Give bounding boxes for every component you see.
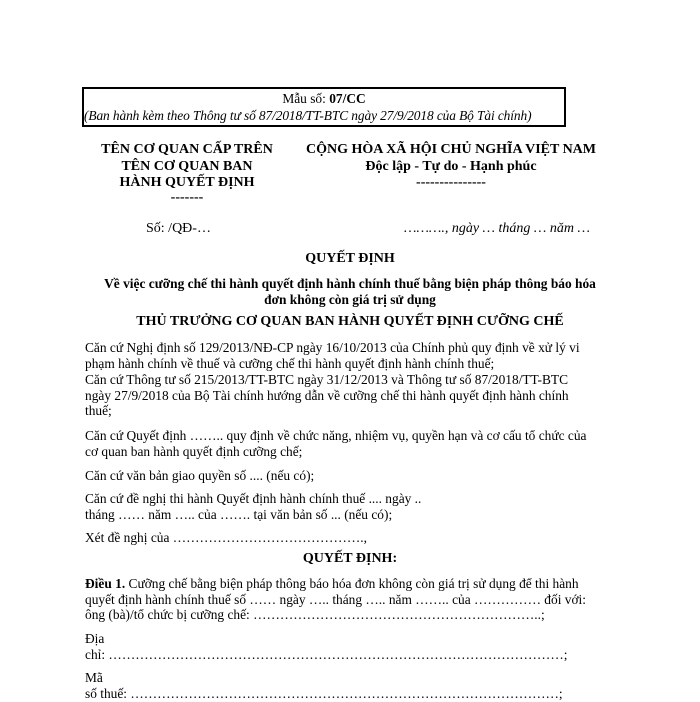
address-field: chỉ: …………………………………………………………………………………………; bbox=[85, 647, 568, 662]
proposal-basis: Xét đề nghị của ……………………………………., bbox=[85, 530, 367, 545]
issuing-agency-name-line1: TÊN CƠ QUAN BAN bbox=[121, 159, 253, 174]
tax-code-field: số thuế: ……………………………………………………………………………………; bbox=[85, 686, 563, 701]
legal-basis-1-line2: phạm hành chính về thuế và cưỡng chế thi hành quyết định hành chính thuế; bbox=[85, 356, 495, 371]
article-1-line2: quyết định hành chính thuế số …… ngày ….. tháng ….. năm …….. của …………… đối với: bbox=[85, 592, 586, 607]
legal-basis-2-line1: Căn cứ Thông tư số 215/2013/TT-BTC ngày 31/12/2013 và Thông tư số 87/2018/TT-BTC bbox=[85, 372, 569, 387]
left-header-rule: ------- bbox=[170, 190, 204, 205]
national-motto: Độc lập - Tự do - Hạnh phúc bbox=[365, 159, 537, 174]
article-1-text: Cưỡng chế bằng biện pháp thông báo hóa đơn không còn giá trị sử dụng để thi hành bbox=[125, 576, 579, 591]
legal-basis-2-line3: thuế; bbox=[85, 403, 112, 418]
form-number-label: Mẫu số: bbox=[282, 91, 330, 106]
address-label: Địa bbox=[85, 631, 105, 646]
document-title: QUYẾT ĐỊNH bbox=[305, 251, 395, 266]
legal-basis-1-line1: Căn cứ Nghị định số 129/2013/NĐ-CP ngày 16/10/2013 của Chính phủ quy định về xử lý vi bbox=[85, 340, 580, 355]
article-1-line3: ông (bà)/tổ chức bị cưỡng chế: ………………………………………………………..; bbox=[85, 607, 545, 622]
parent-agency-name: TÊN CƠ QUAN CẤP TRÊN bbox=[101, 142, 273, 157]
decision-heading: QUYẾT ĐỊNH: bbox=[302, 551, 398, 566]
legal-basis-3-line1: Căn cứ Quyết định …….. quy định về chức năng, nhiệm vụ, quyền hạn và cơ cấu tổ chức của bbox=[85, 428, 587, 443]
tax-code-label: Mã bbox=[85, 670, 103, 685]
legal-basis-3-line2: cơ quan ban hành quyết định cưỡng chế; bbox=[85, 444, 303, 459]
legal-basis-4: Căn cứ văn bản giao quyền số .... (nếu có); bbox=[85, 468, 315, 483]
legal-basis-5-line2: tháng …… năm ….. của ……. tại văn bản số ... (nếu có); bbox=[85, 507, 393, 522]
document-number: Số: /QĐ-… bbox=[146, 221, 211, 236]
issued-note: (Ban hành kèm theo Thông tư số 87/2018/TT-BTC ngày 27/9/2018 của Bộ Tài chính) bbox=[84, 108, 532, 123]
issuing-agency-name-line2: HÀNH QUYẾT ĐỊNH bbox=[119, 175, 255, 190]
form-number bbox=[0, 91, 648, 107]
right-header-rule: --------------- bbox=[416, 175, 486, 190]
form-number-value: 07/CC bbox=[329, 91, 366, 106]
article-1-label: Điều 1. bbox=[85, 576, 126, 591]
subject-line-1: Về việc cưỡng chế thi hành quyết định hành chính thuế bằng biện pháp thông báo hóa bbox=[104, 276, 596, 291]
legal-basis-2-line2: ngày 27/9/2018 của Bộ Tài chính hướng dẫn về cưỡng chế thi hành quyết định hành chính bbox=[85, 388, 569, 403]
place-and-date: ………., ngày … tháng … năm … bbox=[404, 221, 590, 236]
legal-basis-5-line1: Căn cứ đề nghị thi hành Quyết định hành chính thuế .... ngày .. bbox=[85, 491, 422, 506]
subject-line-2: đơn không còn giá trị sử dụng bbox=[264, 292, 436, 307]
issuing-authority: THỦ TRƯỞNG CƠ QUAN BAN HÀNH QUYẾT ĐỊNH CƯỠNG CHẾ bbox=[136, 314, 564, 329]
article-1-line1 bbox=[85, 576, 579, 592]
national-title: CỘNG HÒA XÃ HỘI CHỦ NGHĨA VIỆT NAM bbox=[305, 142, 596, 157]
